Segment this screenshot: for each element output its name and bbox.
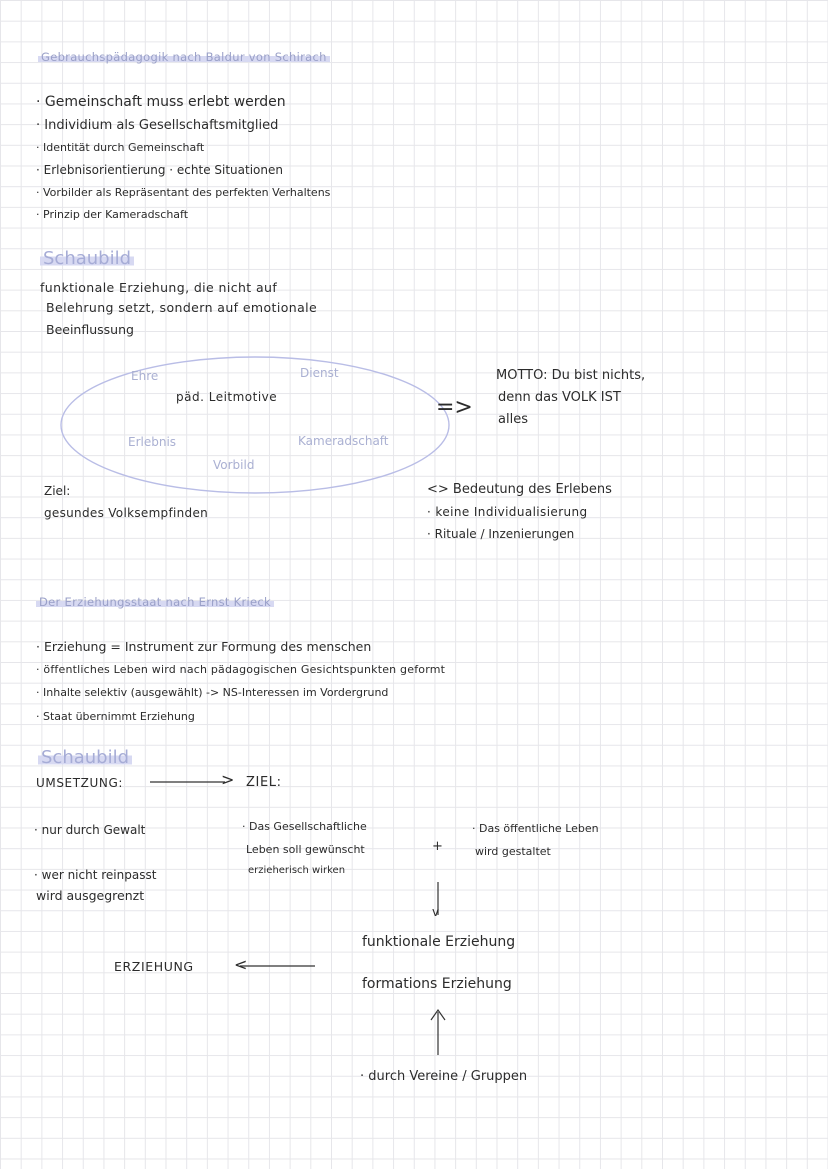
section1-heading: Gebrauchspädagogik nach Baldur von Schirach xyxy=(38,52,330,64)
section1-bullet-1-text: Gemeinschaft muss erlebt werden xyxy=(44,94,286,110)
section1-bullet-1: · Gemeinschaft muss erlebt werden xyxy=(36,94,286,110)
section2-schaubild-title: Schaubild xyxy=(38,749,132,767)
right-note-2: · keine Individualisierung xyxy=(427,505,588,519)
ziel-right-line-2: wird gestaltet xyxy=(475,845,551,858)
section2-bullet-3-text: Inhalte selektiv (ausgewählt) -> NS-Interessen im Vordergrund xyxy=(43,686,389,699)
motto-line-3: alles xyxy=(498,412,528,427)
section1-bullet-6: · Prinzip der Kameradschaft xyxy=(36,208,189,221)
bottom-note: · durch Vereine / Gruppen xyxy=(360,1069,528,1084)
ellipse-word-kameradschaft: Kameradschaft xyxy=(298,434,389,448)
section1-bullet-3: · Identität durch Gemeinschaft xyxy=(36,141,205,154)
right-note-1: <> Bedeutung des Erlebens xyxy=(427,482,612,497)
definition-line-2: Belehrung setzt, sondern auf emotionale xyxy=(46,300,318,315)
section2-bullet-3: · Inhalte selektiv (ausgewählt) -> NS-Interessen im Vordergrund xyxy=(36,686,389,699)
section2-bullet-2: · öffentliches Leben wird nach pädagogischen Gesichtspunkten geformt xyxy=(36,663,446,676)
ziel-left-line-3: erzieherisch wirken xyxy=(248,865,346,876)
double-arrow: => xyxy=(436,395,473,420)
section1-bullet-4: · Erlebnisorientierung · echte Situationen xyxy=(36,163,283,177)
section2-bullet-2-text: öffentliches Leben wird nach pädagogischen Gesichtspunkten geformt xyxy=(43,663,446,676)
section2-bullet-4-text: Staat übernimmt Erziehung xyxy=(43,710,195,723)
ziel-left-line-2: Leben soll gewünscht xyxy=(246,843,365,856)
section1-bullet-3-text: Identität durch Gemeinschaft xyxy=(43,141,205,154)
section1-ziel-value: gesundes Volksempfinden xyxy=(44,506,209,520)
ellipse-word-vorbild: Vorbild xyxy=(213,458,255,472)
umsetzung-label: UMSETZUNG: xyxy=(36,776,123,790)
down-arrow-head: v xyxy=(432,905,440,919)
umsetzung-item-2: · wer nicht reinpasst xyxy=(34,868,157,882)
ziel-right-line-1: · Das öffentliche Leben xyxy=(472,822,599,835)
section1-ziel-label: Ziel: xyxy=(44,484,71,498)
leitmotive-ellipse xyxy=(61,357,449,493)
ellipse-word-ehre: Ehre xyxy=(131,369,159,383)
section2-heading: Der Erziehungsstaat nach Ernst Krieck xyxy=(36,597,274,609)
plus-sign: + xyxy=(432,839,443,854)
section2-bullet-4: · Staat übernimmt Erziehung xyxy=(36,710,195,723)
motto-line-2: denn das VOLK IST xyxy=(498,390,621,405)
section1-bullet-2: · Individium als Gesellschaftsmitglied xyxy=(36,118,279,133)
ziel-left-line-1: · Das Gesellschaftliche xyxy=(242,820,367,833)
section2-bullet-1: · Erziehung = Instrument zur Formung des menschen xyxy=(36,639,372,654)
ellipse-word-erlebnis: Erlebnis xyxy=(128,435,177,449)
section1-bullet-6-text: Prinzip der Kameradschaft xyxy=(43,208,189,221)
section1-bullet-5: · Vorbilder als Repräsentant des perfekten Verhaltens xyxy=(36,186,331,199)
center-line-formations: formations Erziehung xyxy=(362,976,512,992)
erziehung-label: ERZIEHUNG xyxy=(114,959,194,974)
section2-bullet-1-text: Erziehung = Instrument zur Formung des menschen xyxy=(43,639,372,654)
section1-bullet-2-text: Individium als Gesellschaftsmitglied xyxy=(44,118,279,133)
umsetzung-arrow-head: > xyxy=(221,770,235,789)
umsetzung-item-1: · nur durch Gewalt xyxy=(34,823,146,837)
ziel-label: ZIEL: xyxy=(246,775,282,790)
center-line-funktionale: funktionale Erziehung xyxy=(362,934,516,950)
definition-line-3: Beeinflussung xyxy=(46,322,134,337)
ellipse-word-dienst: Dienst xyxy=(300,366,339,380)
section1-bullet-4-text: Erlebnisorientierung · echte Situationen xyxy=(43,163,283,177)
motto-line-1: MOTTO: Du bist nichts, xyxy=(496,368,646,383)
definition-line-1: funktionale Erziehung, die nicht auf xyxy=(40,280,278,295)
umsetzung-item-3: wird ausgegrenzt xyxy=(36,888,145,903)
section1-bullet-5-text: Vorbilder als Repräsentant des perfekten Verhaltens xyxy=(43,186,331,199)
section1-schaubild-title: Schaubild xyxy=(40,250,134,268)
right-note-3: · Rituale / Inzenierungen xyxy=(427,527,575,541)
ellipse-center-label: päd. Leitmotive xyxy=(176,390,278,404)
erziehung-arrow-head: < xyxy=(234,955,248,974)
